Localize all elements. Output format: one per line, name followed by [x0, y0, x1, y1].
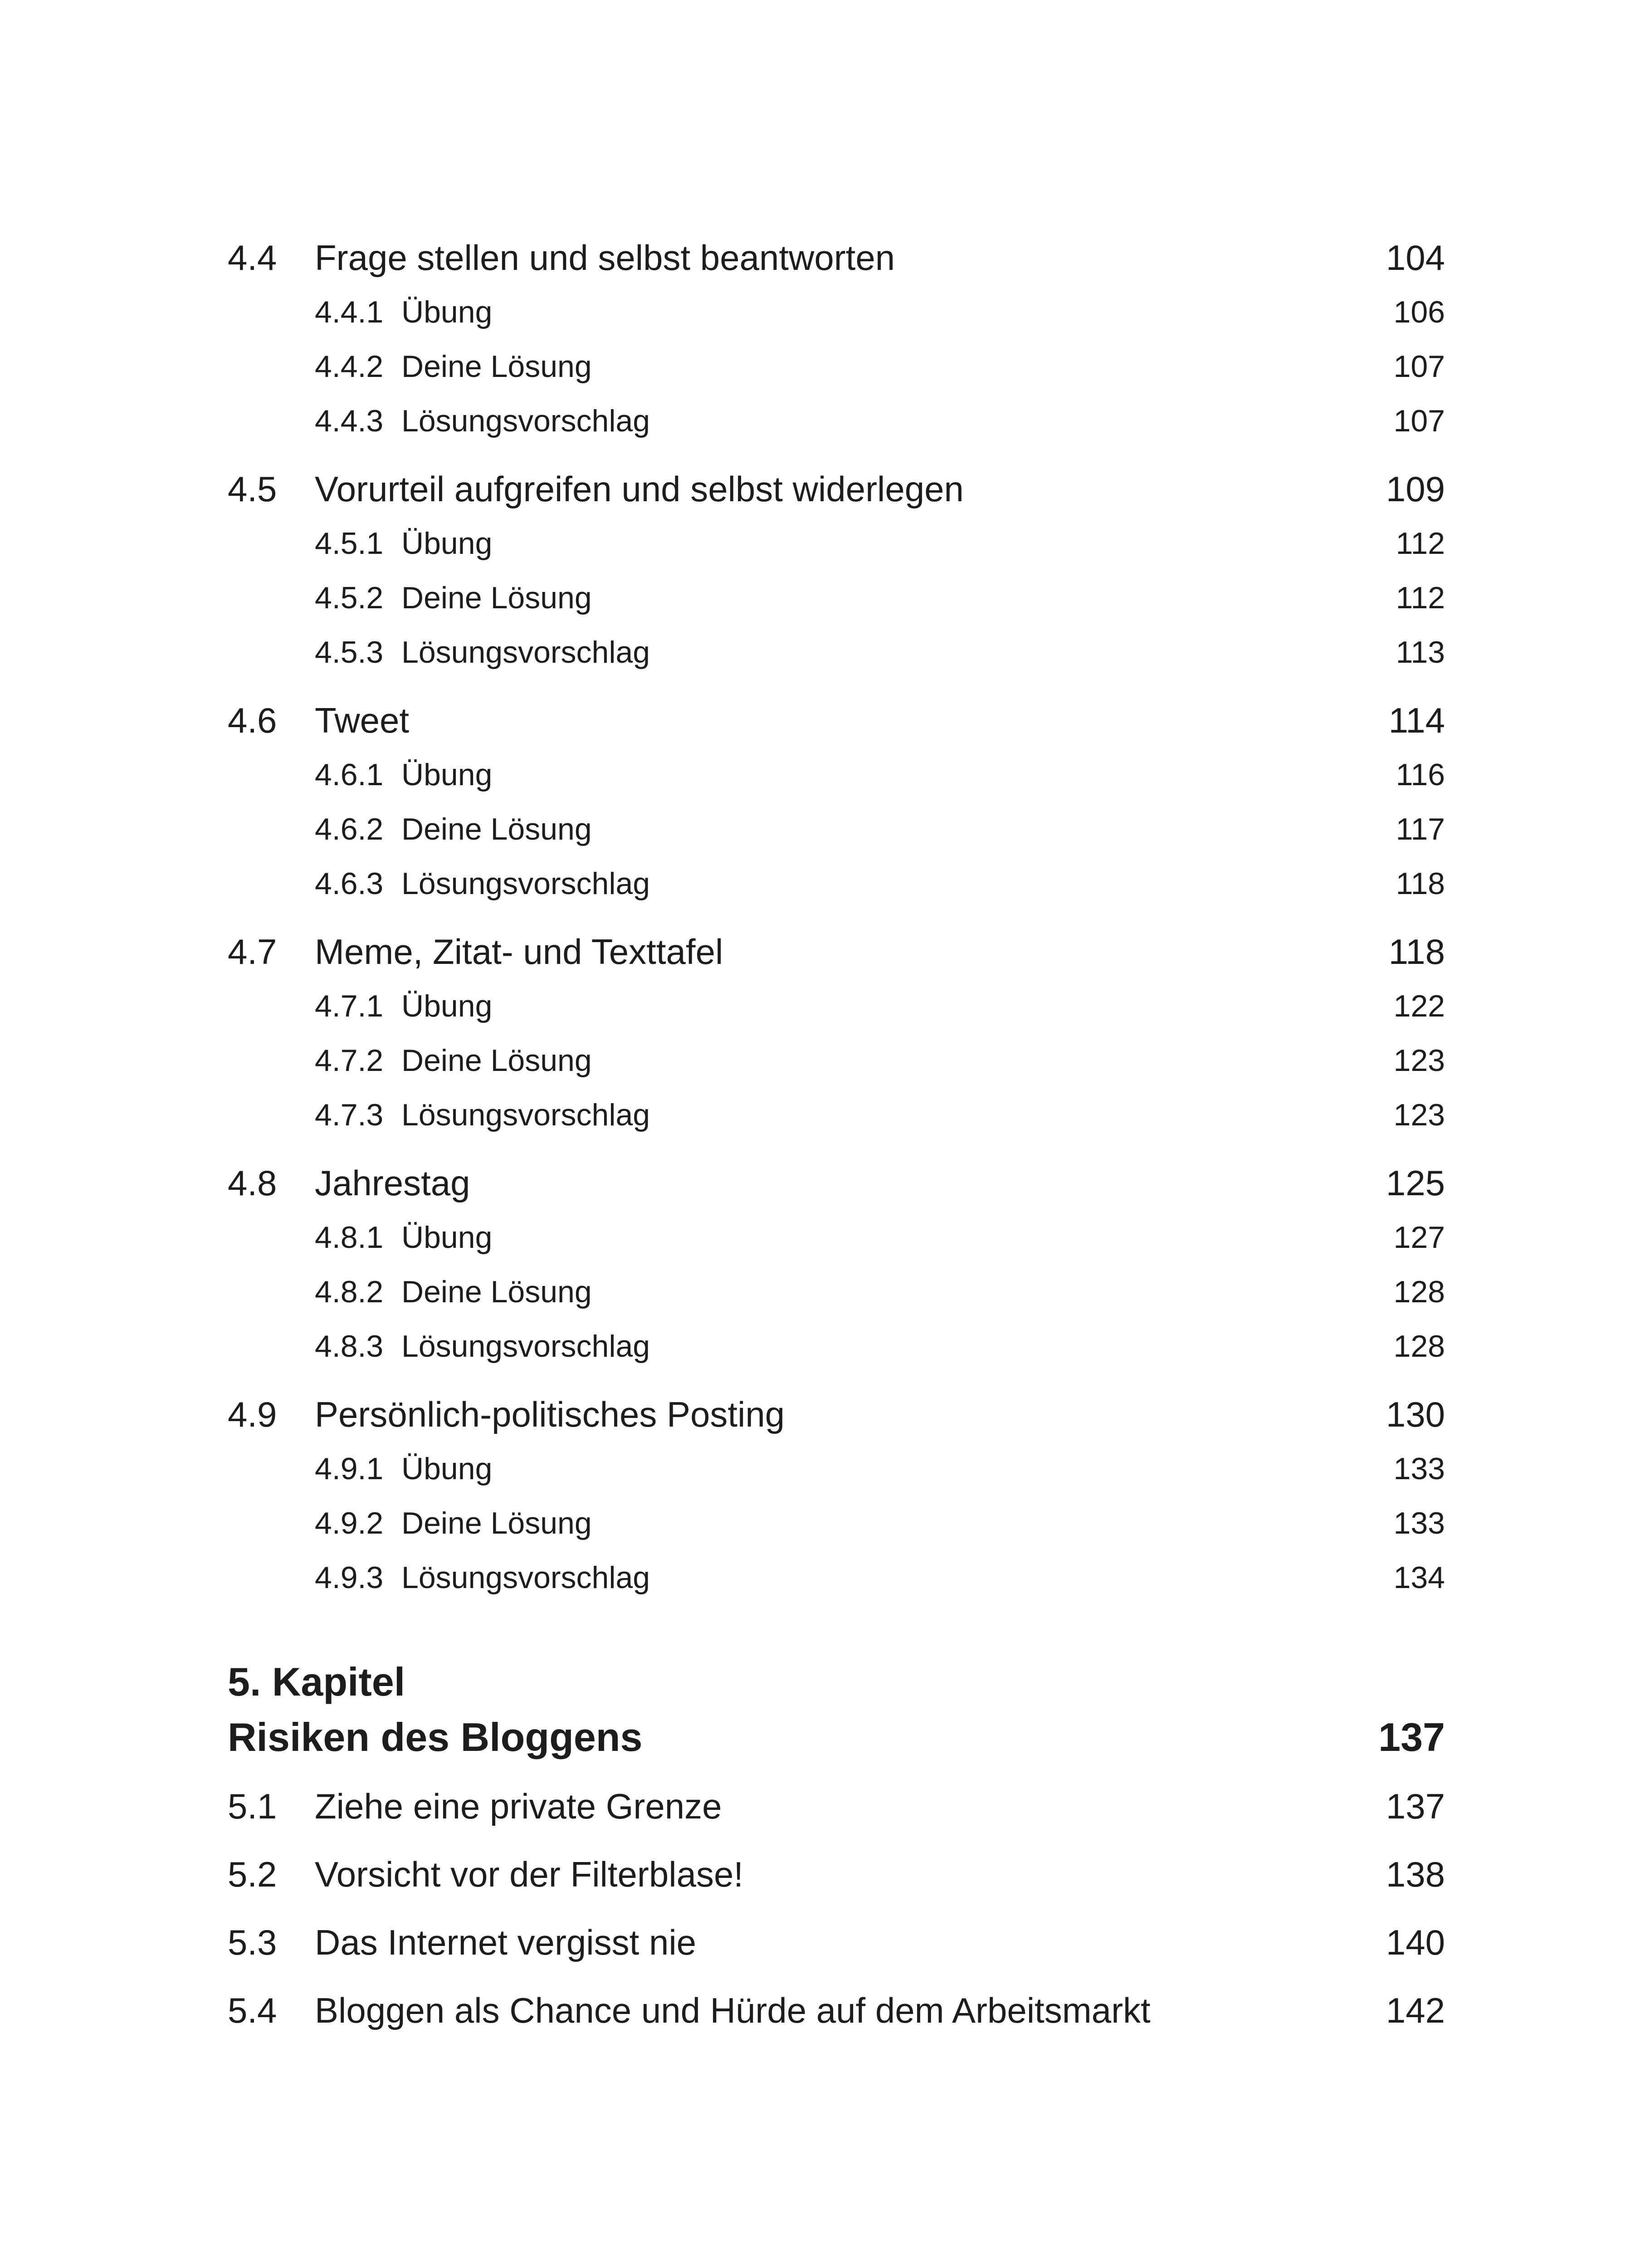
toc-entry-title: Frage stellen und selbst beantworten — [315, 237, 895, 278]
toc-entry-number: 5.2 — [228, 1854, 277, 1894]
toc-entry-number: 4.5.1 — [315, 526, 384, 561]
toc-page-number: 113 — [1396, 635, 1445, 670]
toc-page-number: 137 — [1378, 1715, 1445, 1760]
toc-entry-title: Übung — [401, 526, 493, 561]
toc-page-number: 128 — [1393, 1275, 1445, 1309]
toc-chapter-label — [0, 1655, 1650, 1709]
toc-section-entry — [0, 462, 1650, 516]
toc-page-number: 118 — [1396, 866, 1445, 901]
toc-entry-number: 4.4 — [228, 237, 277, 278]
toc-entry-number: 5.1 — [228, 1786, 277, 1826]
toc-page-number: 116 — [1396, 758, 1445, 792]
toc-subsection-entry — [0, 1210, 1650, 1265]
toc-entry-title: Deine Lösung — [401, 1506, 592, 1540]
toc-page-number: 104 — [1386, 237, 1445, 278]
toc-page-number: 138 — [1386, 1854, 1445, 1894]
toc-entry-title: Übung — [401, 989, 493, 1023]
toc-subsection-entry — [0, 856, 1650, 911]
toc-entry-number: 4.4.2 — [315, 349, 384, 384]
toc-entry-number: 4.4.3 — [315, 404, 384, 438]
toc-entry-number: 4.9.1 — [315, 1452, 384, 1486]
toc-entry-number: 4.7.3 — [315, 1098, 384, 1132]
toc-page-number: 125 — [1386, 1163, 1445, 1203]
toc-entry-title: Ziehe eine private Grenze — [315, 1786, 722, 1826]
toc-entry-number: 4.8.3 — [315, 1329, 384, 1364]
toc-entry-title: Bloggen als Chance und Hürde auf dem Arbeitsmarkt — [315, 1990, 1151, 2030]
toc-section-entry — [0, 1156, 1650, 1210]
toc-entry-title: Lösungsvorschlag — [401, 404, 650, 438]
toc-entry-title: Lösungsvorschlag — [401, 1560, 650, 1595]
toc-entry-number: 4.9 — [228, 1394, 277, 1434]
toc-page-number: 107 — [1393, 349, 1445, 384]
toc-entry-title: Deine Lösung — [401, 349, 592, 384]
toc-section-entry — [0, 1387, 1650, 1442]
toc-page-number: 114 — [1388, 700, 1445, 740]
toc-entry-number: 5.3 — [228, 1922, 277, 1962]
toc-subsection-entry — [0, 748, 1650, 802]
toc-subsection-entry — [0, 394, 1650, 448]
toc-page-number: 130 — [1386, 1394, 1445, 1434]
toc-entry-title: Tweet — [315, 700, 410, 740]
toc-page-number: 107 — [1393, 404, 1445, 438]
toc-entry-title: Persönlich-politisches Posting — [315, 1394, 785, 1434]
toc-entry-title: Deine Lösung — [401, 1275, 592, 1309]
toc-page-number: 137 — [1386, 1786, 1445, 1826]
toc-page-number: 106 — [1393, 295, 1445, 329]
toc-section-entry — [0, 1779, 1650, 1833]
toc-entry-title: Deine Lösung — [401, 581, 592, 615]
toc-section-entry — [0, 1983, 1650, 2038]
toc-entry-title: Jahrestag — [315, 1163, 470, 1203]
toc-entry-number: 4.5 — [228, 469, 277, 509]
toc-entry-title: Lösungsvorschlag — [401, 1329, 650, 1364]
toc-subsection-entry — [0, 1550, 1650, 1605]
toc-entry-title: Deine Lösung — [401, 812, 592, 846]
toc-subsection-entry — [0, 1496, 1650, 1550]
toc-entry-number: 4.8.1 — [315, 1220, 384, 1255]
toc-entry-title: Lösungsvorschlag — [401, 635, 650, 670]
toc-page-number: 117 — [1396, 812, 1445, 846]
toc-entry-number: 4.6 — [228, 700, 277, 740]
toc-page-number: 133 — [1393, 1506, 1445, 1540]
toc-subsection-entry — [0, 571, 1650, 625]
toc-entry-number: 4.6.2 — [315, 812, 384, 846]
toc-entry-number: 4.6.1 — [315, 758, 384, 792]
toc-entry-title: Übung — [401, 1220, 493, 1255]
toc-subsection-entry — [0, 285, 1650, 339]
toc-page-number: 112 — [1396, 581, 1445, 615]
toc-subsection-entry — [0, 339, 1650, 394]
toc-page-number: 134 — [1393, 1560, 1445, 1595]
toc-entry-number: 4.5.3 — [315, 635, 384, 670]
toc-subsection-entry — [0, 1033, 1650, 1088]
toc-entry-number: 4.6.3 — [315, 866, 384, 901]
toc-page-number: 127 — [1393, 1220, 1445, 1255]
toc-page-number: 109 — [1386, 469, 1445, 509]
toc-section-entry — [0, 1847, 1650, 1901]
toc-entry-number: 4.9.3 — [315, 1560, 384, 1595]
toc-entry-number: 4.8.2 — [315, 1275, 384, 1309]
toc-page-number: 142 — [1386, 1990, 1445, 2030]
toc-page-number: 128 — [1393, 1329, 1445, 1364]
toc-entry-title: Vorsicht vor der Filterblase! — [315, 1854, 744, 1894]
toc-page-number: 133 — [1393, 1452, 1445, 1486]
toc-subsection-entry — [0, 802, 1650, 856]
toc-page-number: 112 — [1396, 526, 1445, 561]
toc-entry-number: 4.9.2 — [315, 1506, 384, 1540]
toc-entry-number: 4.7.2 — [315, 1043, 384, 1078]
toc-subsection-entry — [0, 516, 1650, 571]
toc-page-number: 122 — [1393, 989, 1445, 1023]
toc-entry-title: Übung — [401, 758, 493, 792]
toc-subsection-entry — [0, 625, 1650, 679]
toc-entry-title: Lösungsvorschlag — [401, 1098, 650, 1132]
toc-entry-number: 4.7.1 — [315, 989, 384, 1023]
toc-subsection-entry — [0, 1265, 1650, 1319]
toc-page-number: 118 — [1388, 931, 1445, 972]
toc-page-number: 123 — [1393, 1098, 1445, 1132]
toc-subsection-entry — [0, 1088, 1650, 1142]
toc-entry-number: 4.4.1 — [315, 295, 384, 329]
toc-subsection-entry — [0, 1442, 1650, 1496]
chapter-heading-text: Risiken des Bloggens — [228, 1715, 643, 1760]
toc-entry-number: 4.8 — [228, 1163, 277, 1203]
toc-subsection-entry — [0, 1319, 1650, 1374]
toc-section-entry — [0, 230, 1650, 285]
toc-entry-title: Übung — [401, 295, 493, 329]
toc-page-number: 140 — [1386, 1922, 1445, 1962]
toc-entry-title: Meme, Zitat- und Texttafel — [315, 931, 723, 972]
toc-chapter-title — [0, 1710, 1650, 1765]
toc-entry-title: Das Internet vergisst nie — [315, 1922, 697, 1962]
toc-entry-title: Vorurteil aufgreifen und selbst widerlegen — [315, 469, 964, 509]
toc-section-entry — [0, 1915, 1650, 1970]
toc-subsection-entry — [0, 979, 1650, 1033]
toc-section-entry — [0, 924, 1650, 979]
toc-page-number: 123 — [1393, 1043, 1445, 1078]
toc-entry-number: 4.5.2 — [315, 581, 384, 615]
toc-section-entry — [0, 693, 1650, 748]
toc-entry-title: Deine Lösung — [401, 1043, 592, 1078]
toc-entry-title: Lösungsvorschlag — [401, 866, 650, 901]
toc-entry-title: Übung — [401, 1452, 493, 1486]
toc-entry-number: 5.4 — [228, 1990, 277, 2030]
chapter-heading-text: 5. Kapitel — [228, 1659, 405, 1704]
toc-entry-number: 4.7 — [228, 931, 277, 972]
